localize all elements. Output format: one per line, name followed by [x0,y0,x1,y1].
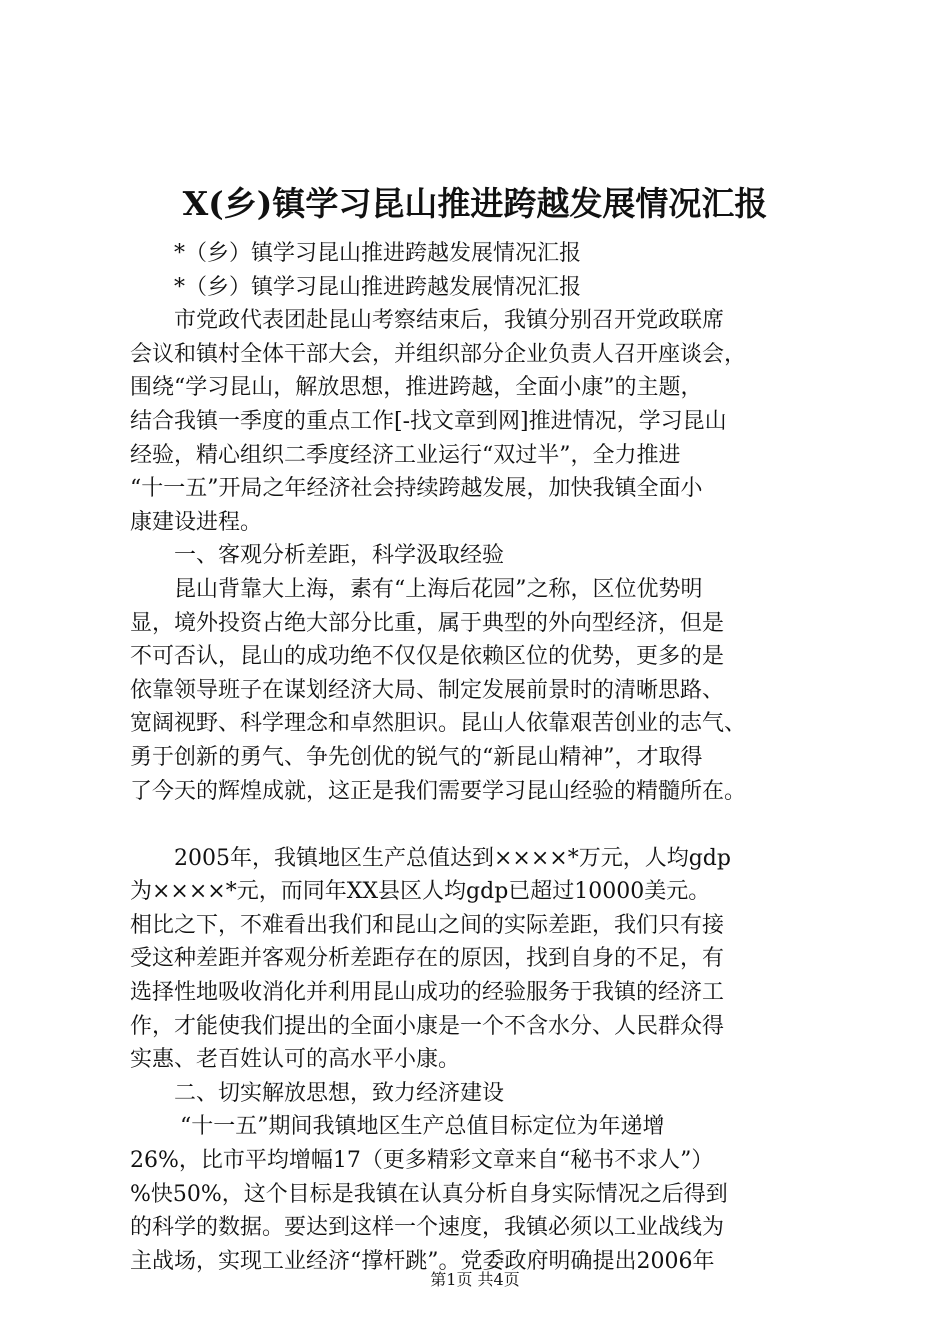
body-line: 为××××*元，而同年XX县区人均gdp已超过10000美元。 [130,879,711,905]
body-line: 26%，比市平均增幅17（更多精彩文章来自“秘书不求人”） [130,1148,714,1174]
body-line: *（乡）镇学习昆山推进跨越发展情况汇报 [174,274,582,300]
body-line: 市党政代表团赴昆山考察结束后，我镇分别召开党政联席 [174,308,725,334]
body-line: 结合我镇一季度的重点工作[-找文章到网]推进情况，学习昆山 [130,408,727,434]
body-line: 受这种差距并客观分析差距存在的原因，找到自身的不足，有 [130,946,725,972]
body-line: 宽阔视野、科学理念和卓然胆识。昆山人依靠艰苦创业的志气、 [130,711,747,737]
body-line: 主战场，实现工业经济“撑杆跳”。党委政府明确提出2006年 [130,1248,715,1274]
body-line: 昆山背靠大上海，素有“上海后花园”之称，区位优势明 [174,576,703,602]
body-line: 依靠领导班子在谋划经济大局、制定发展前景时的清晰思路、 [130,677,725,703]
paragraph-spacer [130,808,832,842]
body-line: %快50%，这个目标是我镇在认真分析自身实际情况之后得到 [130,1181,728,1207]
section-heading: 一、客观分析差距，科学汲取经验 [174,543,505,569]
page-number-footer: 第1页 共4页 [430,1270,520,1289]
body-line: 显，境外投资占绝大部分比重，属于典型的外向型经济，但是 [130,610,725,636]
body-line: 实惠、老百姓认可的高水平小康。 [130,1047,461,1073]
body-line: 不可否认，昆山的成功绝不仅仅是依赖区位的优势，更多的是 [130,644,725,670]
body-line: *（乡）镇学习昆山推进跨越发展情况汇报 [174,241,582,266]
body-line: 会议和镇村全体干部大会，并组织部分企业负责人召开座谈会， [130,341,747,367]
body-line: 康建设进程。 [130,509,263,535]
document-title: X(乡)镇学习昆山推进跨越发展情况汇报 [182,184,768,223]
body-line: 经验，精心组织二季度经济工业运行“双过半”，全力推进 [130,442,681,468]
body-line: 选择性地吸收消化并利用昆山成功的经验服务于我镇的经济工 [130,980,725,1006]
body-line: “十一五”期间我镇地区生产总值目标定位为年递增 [180,1114,665,1140]
body-line: 的科学的数据。要达到这样一个速度，我镇必须以工业战线为 [130,1215,725,1241]
body-line: 了今天的辉煌成就，这正是我们需要学习昆山经验的精髓所在。 [130,778,747,804]
body-line: 作，才能使我们提出的全面小康是一个不含水分、人民群众得 [130,1013,725,1039]
body-line: “十一五”开局之年经济社会持续跨越发展，加快我镇全面小 [130,476,703,502]
body-line: 2005年，我镇地区生产总值达到××××*万元，人均gdp [174,845,731,871]
section-heading: 二、切实解放思想，致力经济建设 [174,1080,505,1106]
document-body [130,237,832,1278]
body-line: 围绕“学习昆山，解放思想，推进跨越，全面小康”的主题， [130,375,703,401]
body-line: 相比之下，不难看出我们和昆山之间的实际差距，我们只有接 [130,912,725,938]
body-line: 勇于创新的勇气、争先创优的锐气的“新昆山精神”，才取得 [130,744,703,770]
